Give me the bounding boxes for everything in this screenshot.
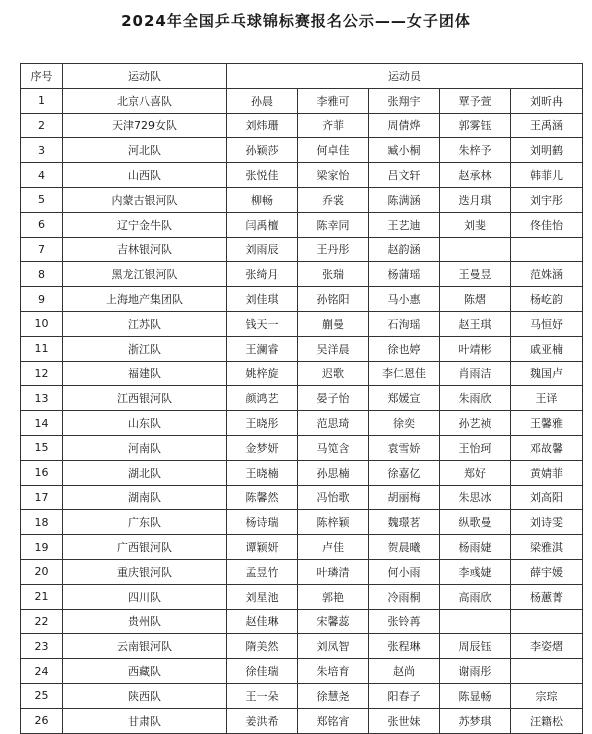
row-number: 14 bbox=[21, 411, 63, 436]
row-number: 15 bbox=[21, 435, 63, 460]
player-name: 吕文轩 bbox=[369, 163, 440, 188]
table-row bbox=[21, 237, 583, 262]
player-name bbox=[511, 237, 583, 262]
row-number: 16 bbox=[21, 460, 63, 485]
team-name: 河北队 bbox=[63, 138, 227, 163]
player-name: 梁家怡 bbox=[298, 163, 369, 188]
player-name: 赵尚 bbox=[369, 659, 440, 684]
player-name: 郭艳 bbox=[298, 584, 369, 609]
player-name: 柳畅 bbox=[227, 187, 298, 212]
table-row bbox=[21, 212, 583, 237]
row-number: 7 bbox=[21, 237, 63, 262]
table-row bbox=[21, 113, 583, 138]
player-name: 阳春子 bbox=[369, 683, 440, 708]
player-name: 朱梓予 bbox=[440, 138, 511, 163]
row-number: 2 bbox=[21, 113, 63, 138]
row-number: 12 bbox=[21, 361, 63, 386]
player-name: 郑媛宣 bbox=[369, 386, 440, 411]
team-name: 上海地产集团队 bbox=[63, 287, 227, 312]
player-name: 黄婧菲 bbox=[511, 460, 583, 485]
player-name: 郑铭宵 bbox=[298, 708, 369, 733]
player-name: 张程琳 bbox=[369, 634, 440, 659]
player-name: 刘高阳 bbox=[511, 485, 583, 510]
player-name bbox=[440, 609, 511, 634]
row-number: 9 bbox=[21, 287, 63, 312]
player-name: 周辰钰 bbox=[440, 634, 511, 659]
player-name: 刘星池 bbox=[227, 584, 298, 609]
player-name: 陈熠 bbox=[440, 287, 511, 312]
table-row bbox=[21, 386, 583, 411]
team-name: 甘肃队 bbox=[63, 708, 227, 733]
table-row bbox=[21, 460, 583, 485]
table-row bbox=[21, 708, 583, 733]
player-name: 姜洪希 bbox=[227, 708, 298, 733]
player-name: 范思琦 bbox=[298, 411, 369, 436]
team-name: 北京八喜队 bbox=[63, 88, 227, 113]
table-row bbox=[21, 683, 583, 708]
team-name: 陕西队 bbox=[63, 683, 227, 708]
row-number: 5 bbox=[21, 187, 63, 212]
player-name bbox=[440, 237, 511, 262]
player-name: 佟佳怡 bbox=[511, 212, 583, 237]
row-number: 3 bbox=[21, 138, 63, 163]
player-name: 张翔宇 bbox=[369, 88, 440, 113]
player-name: 杨屹韵 bbox=[511, 287, 583, 312]
team-name: 广西银河队 bbox=[63, 535, 227, 560]
team-name: 山东队 bbox=[63, 411, 227, 436]
player-name: 范姝涵 bbox=[511, 262, 583, 287]
team-name: 湖北队 bbox=[63, 460, 227, 485]
table-row bbox=[21, 336, 583, 361]
player-name: 郑好 bbox=[440, 460, 511, 485]
player-name: 李仁恩佳 bbox=[369, 361, 440, 386]
player-name: 乔裳 bbox=[298, 187, 369, 212]
player-name: 周倩烨 bbox=[369, 113, 440, 138]
table-row bbox=[21, 411, 583, 436]
team-name: 河南队 bbox=[63, 435, 227, 460]
table-row bbox=[21, 609, 583, 634]
player-name: 魏国卢 bbox=[511, 361, 583, 386]
player-name: 刘凤智 bbox=[298, 634, 369, 659]
row-number: 19 bbox=[21, 535, 63, 560]
row-number: 23 bbox=[21, 634, 63, 659]
team-name: 内蒙古银河队 bbox=[63, 187, 227, 212]
player-name bbox=[511, 609, 583, 634]
player-name: 吴洋晨 bbox=[298, 336, 369, 361]
player-name: 王晓楠 bbox=[227, 460, 298, 485]
player-name: 晏子怡 bbox=[298, 386, 369, 411]
player-name: 李彧婕 bbox=[440, 559, 511, 584]
player-name: 郭雾钰 bbox=[440, 113, 511, 138]
player-name: 叶靖彬 bbox=[440, 336, 511, 361]
team-name: 辽宁金牛队 bbox=[63, 212, 227, 237]
player-name: 陈馨然 bbox=[227, 485, 298, 510]
player-name: 徐也婷 bbox=[369, 336, 440, 361]
player-name: 臧小桐 bbox=[369, 138, 440, 163]
player-name: 赵王琪 bbox=[440, 311, 511, 336]
player-name: 卢佳 bbox=[298, 535, 369, 560]
team-name: 广东队 bbox=[63, 510, 227, 535]
row-number: 6 bbox=[21, 212, 63, 237]
team-name: 吉林银河队 bbox=[63, 237, 227, 262]
player-name: 刘昕冉 bbox=[511, 88, 583, 113]
player-name: 徐佳瑞 bbox=[227, 659, 298, 684]
player-name: 杨蕙菁 bbox=[511, 584, 583, 609]
player-name: 金梦妍 bbox=[227, 435, 298, 460]
page-title: 2024年全国乒乓球锦标赛报名公示——女子团体 bbox=[121, 12, 471, 30]
player-name: 戚亚楠 bbox=[511, 336, 583, 361]
row-number: 26 bbox=[21, 708, 63, 733]
player-name: 陈幸同 bbox=[298, 212, 369, 237]
player-name: 王译 bbox=[511, 386, 583, 411]
player-name: 陈显畅 bbox=[440, 683, 511, 708]
player-name: 梁雅淇 bbox=[511, 535, 583, 560]
player-name: 纵歌曼 bbox=[440, 510, 511, 535]
player-name: 孙铭阳 bbox=[298, 287, 369, 312]
player-name: 徐奕 bbox=[369, 411, 440, 436]
table-header-row bbox=[21, 64, 583, 89]
table-row bbox=[21, 88, 583, 113]
player-name: 王馨雅 bbox=[511, 411, 583, 436]
player-name: 陈满涵 bbox=[369, 187, 440, 212]
player-name: 孙思楠 bbox=[298, 460, 369, 485]
player-name: 杨雨婕 bbox=[440, 535, 511, 560]
player-name: 刘炜珊 bbox=[227, 113, 298, 138]
player-name: 钱天一 bbox=[227, 311, 298, 336]
table-row bbox=[21, 435, 583, 460]
table-row bbox=[21, 535, 583, 560]
table-row bbox=[21, 634, 583, 659]
player-name: 颜鸿艺 bbox=[227, 386, 298, 411]
row-number: 8 bbox=[21, 262, 63, 287]
player-name: 赵韵涵 bbox=[369, 237, 440, 262]
team-name: 山西队 bbox=[63, 163, 227, 188]
row-number: 10 bbox=[21, 311, 63, 336]
player-name: 何小雨 bbox=[369, 559, 440, 584]
table-row bbox=[21, 287, 583, 312]
player-name: 迭月琪 bbox=[440, 187, 511, 212]
team-name: 江苏队 bbox=[63, 311, 227, 336]
player-name: 孙艺祯 bbox=[440, 411, 511, 436]
player-name: 李姿熠 bbox=[511, 634, 583, 659]
player-name: 宗琮 bbox=[511, 683, 583, 708]
team-name: 江西银河队 bbox=[63, 386, 227, 411]
player-name: 刘明鹤 bbox=[511, 138, 583, 163]
player-name: 马恒妤 bbox=[511, 311, 583, 336]
team-name: 重庆银河队 bbox=[63, 559, 227, 584]
player-name: 朱思冰 bbox=[440, 485, 511, 510]
player-name: 王艺迪 bbox=[369, 212, 440, 237]
player-name: 齐菲 bbox=[298, 113, 369, 138]
player-name: 张瑞 bbox=[298, 262, 369, 287]
player-name: 王丹彤 bbox=[298, 237, 369, 262]
player-name: 王晓彤 bbox=[227, 411, 298, 436]
player-name: 刘诗雯 bbox=[511, 510, 583, 535]
player-name: 苏梦琪 bbox=[440, 708, 511, 733]
player-name: 李雅可 bbox=[298, 88, 369, 113]
player-name: 高雨欣 bbox=[440, 584, 511, 609]
player-name: 蒯曼 bbox=[298, 311, 369, 336]
table-row bbox=[21, 361, 583, 386]
row-number: 21 bbox=[21, 584, 63, 609]
table-row bbox=[21, 187, 583, 212]
player-name: 魏璟茗 bbox=[369, 510, 440, 535]
header-players: 运动员 bbox=[227, 64, 583, 89]
player-name: 陈梓颖 bbox=[298, 510, 369, 535]
player-name: 刘宇彤 bbox=[511, 187, 583, 212]
player-name: 何卓佳 bbox=[298, 138, 369, 163]
team-name: 四川队 bbox=[63, 584, 227, 609]
player-name: 孙晨 bbox=[227, 88, 298, 113]
player-name: 冷雨桐 bbox=[369, 584, 440, 609]
player-name: 刘佳琪 bbox=[227, 287, 298, 312]
player-name: 韩菲儿 bbox=[511, 163, 583, 188]
player-name: 邓故馨 bbox=[511, 435, 583, 460]
team-name: 云南银河队 bbox=[63, 634, 227, 659]
player-name: 马小惠 bbox=[369, 287, 440, 312]
player-name: 孙颖莎 bbox=[227, 138, 298, 163]
table-row bbox=[21, 510, 583, 535]
player-name: 马笕含 bbox=[298, 435, 369, 460]
player-name: 张世妹 bbox=[369, 708, 440, 733]
player-name: 胡丽梅 bbox=[369, 485, 440, 510]
player-name: 覃予萱 bbox=[440, 88, 511, 113]
player-name: 赵佳琳 bbox=[227, 609, 298, 634]
team-name: 浙江队 bbox=[63, 336, 227, 361]
row-number: 22 bbox=[21, 609, 63, 634]
table-row bbox=[21, 559, 583, 584]
row-number: 4 bbox=[21, 163, 63, 188]
player-name: 杨诗瑞 bbox=[227, 510, 298, 535]
team-name: 西藏队 bbox=[63, 659, 227, 684]
row-number: 13 bbox=[21, 386, 63, 411]
player-name: 王怡珂 bbox=[440, 435, 511, 460]
player-name: 叶璘清 bbox=[298, 559, 369, 584]
player-name: 张铃苒 bbox=[369, 609, 440, 634]
player-name: 王禹涵 bbox=[511, 113, 583, 138]
registration-table bbox=[20, 63, 583, 734]
player-name: 冯怡歌 bbox=[298, 485, 369, 510]
player-name: 谭颖妍 bbox=[227, 535, 298, 560]
header-no: 序号 bbox=[21, 64, 63, 89]
player-name: 徐慧尧 bbox=[298, 683, 369, 708]
player-name: 赵承林 bbox=[440, 163, 511, 188]
player-name: 袁雪娇 bbox=[369, 435, 440, 460]
player-name: 迟歌 bbox=[298, 361, 369, 386]
player-name: 姚梓旋 bbox=[227, 361, 298, 386]
table-row bbox=[21, 659, 583, 684]
player-name: 肖雨洁 bbox=[440, 361, 511, 386]
player-name: 贺晨曦 bbox=[369, 535, 440, 560]
player-name: 王曼昱 bbox=[440, 262, 511, 287]
row-number: 11 bbox=[21, 336, 63, 361]
table-row bbox=[21, 138, 583, 163]
player-name: 薛宇媛 bbox=[511, 559, 583, 584]
row-number: 20 bbox=[21, 559, 63, 584]
table-row bbox=[21, 485, 583, 510]
row-number: 24 bbox=[21, 659, 63, 684]
table-row bbox=[21, 584, 583, 609]
player-name: 刘雨辰 bbox=[227, 237, 298, 262]
table-row bbox=[21, 262, 583, 287]
table-body bbox=[21, 88, 583, 733]
team-name: 黑龙江银河队 bbox=[63, 262, 227, 287]
team-name: 湖南队 bbox=[63, 485, 227, 510]
player-name: 张绮月 bbox=[227, 262, 298, 287]
player-name: 宋馨蕊 bbox=[298, 609, 369, 634]
row-number: 18 bbox=[21, 510, 63, 535]
player-name: 汪籍松 bbox=[511, 708, 583, 733]
player-name: 刘斐 bbox=[440, 212, 511, 237]
player-name bbox=[511, 659, 583, 684]
row-number: 25 bbox=[21, 683, 63, 708]
row-number: 17 bbox=[21, 485, 63, 510]
player-name: 石洵瑶 bbox=[369, 311, 440, 336]
table-row bbox=[21, 311, 583, 336]
player-name: 闫禹檀 bbox=[227, 212, 298, 237]
player-name: 隋美然 bbox=[227, 634, 298, 659]
team-name: 福建队 bbox=[63, 361, 227, 386]
row-number: 1 bbox=[21, 88, 63, 113]
player-name: 孟昱竹 bbox=[227, 559, 298, 584]
team-name: 天津729女队 bbox=[63, 113, 227, 138]
header-team: 运动队 bbox=[63, 64, 227, 89]
player-name: 杨蒲瑶 bbox=[369, 262, 440, 287]
player-name: 朱培育 bbox=[298, 659, 369, 684]
player-name: 王一朵 bbox=[227, 683, 298, 708]
table-row bbox=[21, 163, 583, 188]
player-name: 谢雨彤 bbox=[440, 659, 511, 684]
player-name: 徐嘉亿 bbox=[369, 460, 440, 485]
player-name: 王澜睿 bbox=[227, 336, 298, 361]
player-name: 朱雨欣 bbox=[440, 386, 511, 411]
team-name: 贵州队 bbox=[63, 609, 227, 634]
player-name: 张悦佳 bbox=[227, 163, 298, 188]
